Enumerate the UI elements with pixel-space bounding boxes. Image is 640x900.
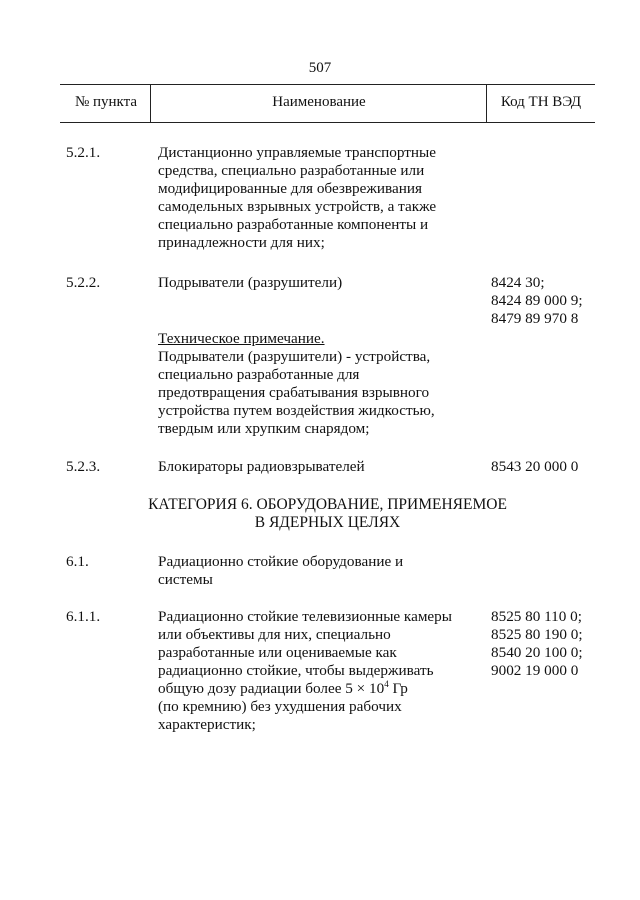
item-name-line: принадлежности для них; [158, 234, 325, 251]
item-name-line: системы [158, 571, 213, 588]
page-number: 507 [308, 60, 332, 76]
technical-note-line: устройства путем воздействия жидкостью, [158, 402, 435, 419]
item-name-line: специально разработанные компоненты и [158, 216, 429, 233]
item-name-line: радиационно стойкие, чтобы выдерживать [158, 662, 434, 679]
item-number: 5.2.1. [66, 144, 101, 161]
category-heading-line: В ЯДЕРНЫХ ЦЕЛЯХ [254, 514, 401, 531]
technical-note-line: предотвращения срабатывания взрывного [158, 384, 430, 401]
item-name-line: Радиационно стойкие телевизионные камеры [158, 608, 452, 625]
dose-exponent: 4 [384, 678, 389, 689]
item-name [158, 458, 488, 476]
item-number: 6.1.1. [66, 608, 101, 625]
header-top-rule [60, 84, 595, 85]
item-name-line: Дистанционно управляемые транспортные [158, 144, 436, 161]
header-col-number: № пункта [74, 94, 138, 110]
item-name-line: (по кремнию) без ухудшения рабочих [158, 698, 402, 715]
header-bottom-rule [60, 122, 595, 123]
code-line: 8479 89 970 8 [491, 310, 579, 327]
code-line: 8540 20 100 0; [491, 644, 583, 661]
header-col-code: Код ТН ВЭД [500, 94, 582, 110]
item-name-line: средства, специально разработанные или [158, 162, 425, 179]
item-codes [491, 458, 601, 476]
category-heading-line: КАТЕГОРИЯ 6. ОБОРУДОВАНИЕ, ПРИМЕНЯЕМОЕ [148, 496, 507, 513]
technical-note-line: Подрыватели (разрушители) - устройства, [158, 348, 431, 365]
item-name-line: Подрыватели (разрушители) [158, 274, 343, 291]
item-name-line: или объективы для них, специально [158, 626, 391, 643]
header-divider-1 [150, 84, 151, 122]
item-codes [491, 274, 601, 328]
code-line: 8424 30; [491, 274, 545, 291]
item-number: 5.2.2. [66, 274, 101, 291]
dose-text: общую дозу радиации более 5 × 10 [158, 680, 385, 697]
technical-note-body [158, 330, 488, 438]
code-line: 8525 80 110 0; [491, 608, 582, 625]
item-name [158, 274, 488, 292]
technical-note-line: твердым или хрупким снарядом; [158, 420, 370, 437]
category-heading [100, 496, 555, 532]
code-line: 8543 20 000 0 [491, 458, 579, 475]
item-name [158, 608, 488, 734]
code-line: 8424 89 000 9; [491, 292, 583, 309]
item-codes [491, 608, 601, 680]
item-number: 6.1. [66, 553, 89, 570]
item-name-line: самодельных взрывных устройств, а также [158, 198, 437, 215]
item-name-line: характеристик; [158, 716, 256, 733]
technical-note-line: специально разработанные для [158, 366, 360, 383]
item-name [158, 553, 488, 589]
dose-unit: Гр [388, 680, 408, 697]
code-line: 9002 19 000 0 [491, 662, 579, 679]
item-name [158, 144, 488, 252]
technical-note-title: Техническое примечание. [158, 330, 325, 347]
item-name-line-dose [158, 680, 488, 698]
item-name-line: модифицированные для обезвреживания [158, 180, 422, 197]
item-name-line: Блокираторы радиовзрывателей [158, 458, 365, 475]
item-name-line: разработанные или оцениваемые как [158, 644, 397, 661]
code-line: 8525 80 190 0; [491, 626, 583, 643]
item-name-line: Радиационно стойкие оборудование и [158, 553, 404, 570]
header-col-name: Наименование [272, 94, 366, 110]
item-number: 5.2.3. [66, 458, 101, 475]
header-divider-2 [486, 84, 487, 122]
